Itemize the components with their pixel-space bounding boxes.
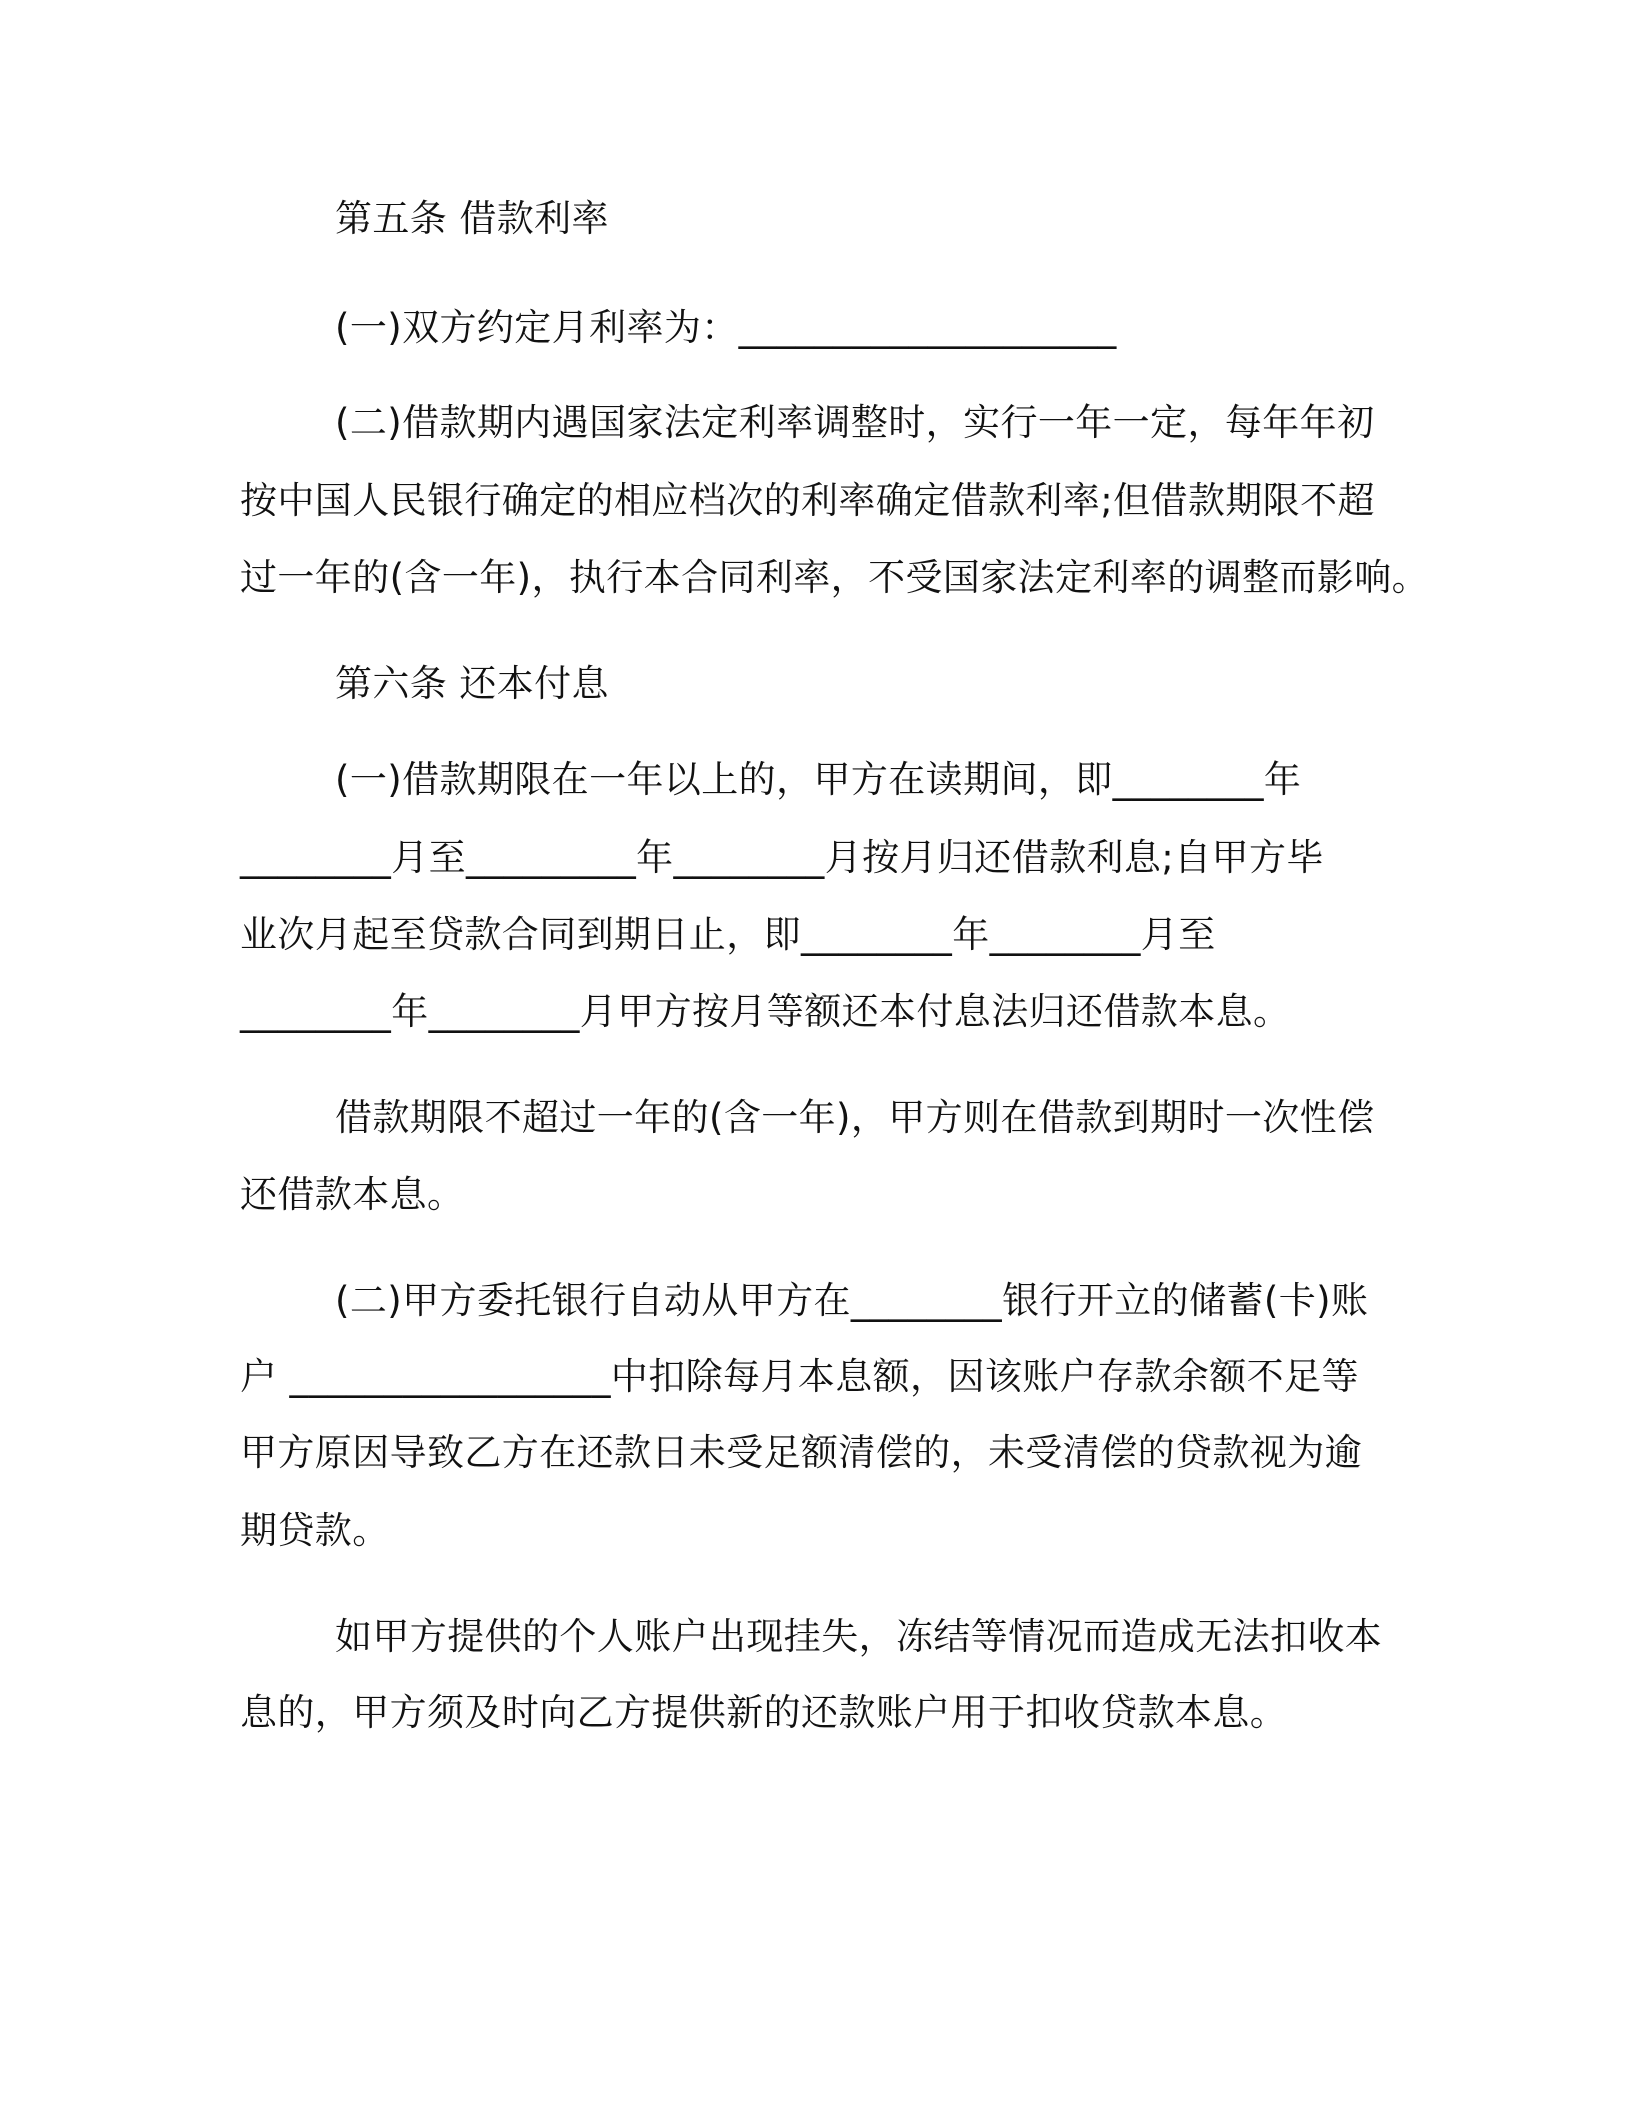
article6-clause2-line-1: (二)甲方委托银行自动从甲方在________银行开立的储蓄(卡)账 [335,1279,1369,1322]
article5-clause1: (一)双方约定月利率为：____________________ [335,306,1117,349]
article6-clause2-line-4: 期贷款。 [240,1509,390,1552]
article6-para4-line-1: 如甲方提供的个人账户出现挂失，冻结等情况而造成无法扣收本 [335,1615,1383,1658]
article6-para2-line-1: 借款期限不超过一年的(含一年)，甲方则在借款到期时一次性偿 [335,1096,1375,1139]
article6-clause2-line-2: 户 _________________中扣除每月本息额，因该账户存款余额不足等 [240,1355,1359,1398]
article5-clause2-line-1: (二)借款期内遇国家法定利率调整时，实行一年一定，每年年初 [335,401,1375,444]
article5-clause2-line-3: 过一年的(含一年)，执行本合同利率，不受国家法定利率的调整而影响。 [240,556,1430,599]
article6-para2-line-2: 还借款本息。 [240,1173,465,1216]
article6-heading: 第六条 还本付息 [335,662,609,705]
article6-clause1-line-4: ________年________月甲方按月等额还本付息法归还借款本息。 [240,990,1291,1033]
article6-para4-line-2: 息的，甲方须及时向乙方提供新的还款账户用于扣收贷款本息。 [240,1691,1288,1734]
article5-heading: 第五条 借款利率 [335,197,609,240]
article5-clause2-line-2: 按中国人民银行确定的相应档次的利率确定借款利率;但借款期限不超 [240,479,1375,522]
article6-clause1-line-3: 业次月起至贷款合同到期日止，即________年________月至 [240,913,1216,956]
article6-clause1-line-1: (一)借款期限在一年以上的，甲方在读期间，即________年 [335,758,1302,801]
article6-clause2-line-3: 甲方原因导致乙方在还款日未受足额清偿的，未受清偿的贷款视为逾 [240,1431,1362,1474]
article6-clause1-line-2: ________月至_________年________月按月归还借款利息;自甲方毕 [240,836,1324,879]
